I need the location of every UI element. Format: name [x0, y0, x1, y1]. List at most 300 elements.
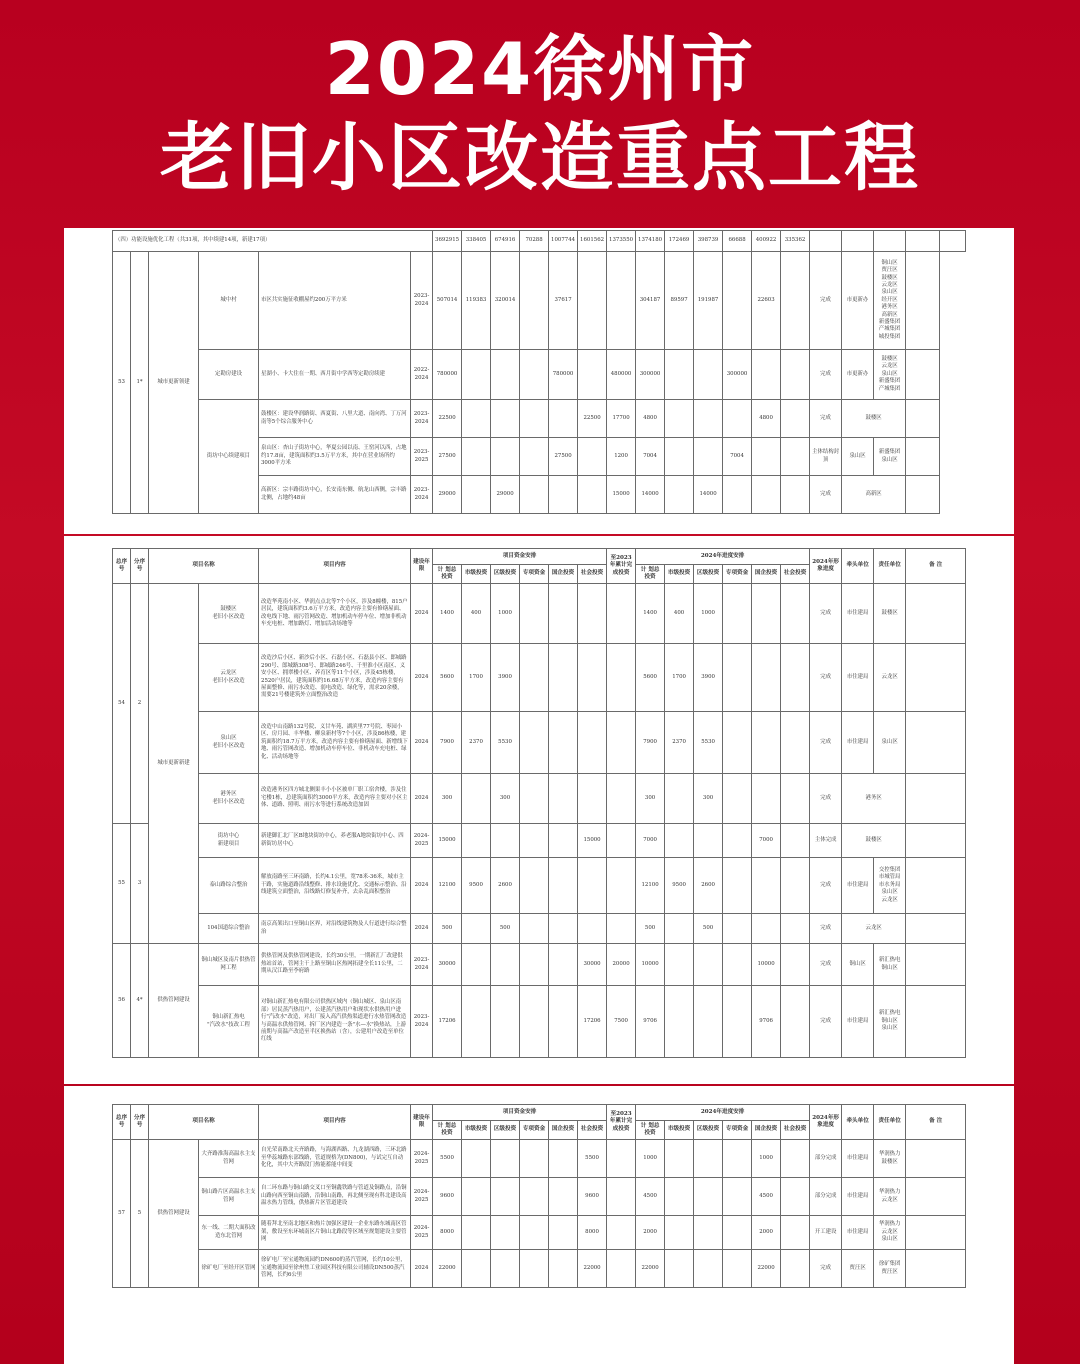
table-row [113, 1250, 966, 1288]
summary-row [113, 231, 966, 252]
project-content: 改造港务区四方城北侧果丰小小区被单厂职工宿舍楼，涉及住宅楼1栋，总建筑面积约3000平方米，改造内容主要对小区主体、道路、照明、雨污水等进行系统改造加固 [259, 774, 411, 824]
value-cell [723, 824, 752, 858]
value-cell: 2000 [752, 1216, 781, 1250]
lead-unit: 市住建局 [842, 644, 874, 712]
value-cell: 2000 [636, 1216, 665, 1250]
header-seq-total: 总序号 [113, 549, 131, 584]
header-state: 国企投资 [752, 1121, 781, 1140]
resp-unit: 华润热力 鼓楼区 [874, 1140, 906, 1178]
header-cumulative: 至2023年累计完成投资 [607, 549, 636, 584]
resp-unit: 铜山区 贾汪区 鼓楼区 云龙区 泉山区 经开区 港务区 高新区 新盛集团 产城集团 城投集团 [874, 252, 906, 350]
value-cell: 30000 [578, 944, 607, 986]
project-name: 104国道综合整治 [199, 914, 259, 944]
value-cell [781, 644, 810, 712]
value-cell [723, 644, 752, 712]
header-seq-sub: 分序号 [131, 549, 149, 584]
value-cell: 119383 [462, 252, 491, 350]
value-cell: 10000 [636, 944, 665, 986]
project-content: 改造中山南路132号院、义甘车苑、湖滨里77号院、枣园小区、房月园、丰华楼、柳泉新村等7个小区，涉及86栋楼，建筑面积约18.7万平方米，改造内容主要有修缮屋面、新增线下地、雨污管网改造、增加机动车停车位、非机动车充电桩、绿化、活动场地等 [259, 712, 411, 774]
value-cell [491, 944, 520, 986]
header-progress-goal: 2024年形象进度 [810, 1105, 842, 1140]
project-content: 市区共实施征收棚屋约200万平方米 [259, 252, 411, 350]
header-progress-goal: 2024年形象进度 [810, 549, 842, 584]
value-cell [462, 824, 491, 858]
value-cell [781, 914, 810, 944]
value-cell [491, 1178, 520, 1216]
project-group: 供热管网建设 [149, 944, 199, 1058]
value-cell [752, 712, 781, 774]
header-district: 区级投资 [694, 1121, 723, 1140]
value-cell: 5600 [433, 644, 462, 712]
project-table-2 [112, 548, 966, 1058]
value-cell [665, 400, 694, 438]
value-cell: 400 [462, 584, 491, 644]
build-year: 2023-2025 [411, 438, 433, 476]
summary-value: 1601562 [578, 231, 607, 252]
header-state: 国企投资 [549, 1121, 578, 1140]
value-cell [665, 1178, 694, 1216]
header-resp: 责任单位 [874, 549, 906, 584]
value-cell: 17700 [607, 400, 636, 438]
project-table-1 [112, 230, 966, 514]
project-name: 定勘房建设 [199, 350, 259, 400]
value-cell [520, 476, 549, 514]
value-cell [607, 252, 636, 350]
value-cell [520, 858, 549, 914]
table-row [113, 350, 966, 400]
value-cell [491, 824, 520, 858]
lead-unit: 市更新办 [842, 252, 874, 350]
value-cell [520, 774, 549, 824]
build-year: 2024 [411, 858, 433, 914]
header-content: 项目内容 [259, 1105, 411, 1140]
value-cell [723, 1250, 752, 1288]
value-cell: 29000 [491, 476, 520, 514]
value-cell: 9500 [462, 858, 491, 914]
value-cell [723, 774, 752, 824]
resp-unit: 港务区 [842, 774, 906, 824]
value-cell [578, 584, 607, 644]
value-cell [694, 824, 723, 858]
value-cell [578, 712, 607, 774]
header-social: 社会投资 [578, 1121, 607, 1140]
project-name: 鼓楼区 老旧小区改造 [199, 584, 259, 644]
table-row [113, 584, 966, 644]
value-cell [694, 1178, 723, 1216]
value-cell [781, 438, 810, 476]
progress-goal: 完成 [810, 400, 842, 438]
value-cell [607, 1216, 636, 1250]
table-row [113, 944, 966, 986]
table-row [113, 1178, 966, 1216]
summary-value: 1007744 [549, 231, 578, 252]
value-cell [781, 252, 810, 350]
project-group: 城市更新新建 [149, 584, 199, 944]
value-cell: 480000 [607, 350, 636, 400]
header-city: 市级投资 [462, 1121, 491, 1140]
table-row [113, 824, 966, 858]
value-cell [462, 400, 491, 438]
value-cell [665, 350, 694, 400]
value-cell [578, 476, 607, 514]
value-cell: 1200 [607, 438, 636, 476]
value-cell [549, 986, 578, 1058]
header-city: 市级投资 [462, 565, 491, 584]
value-cell [462, 1250, 491, 1288]
value-cell [723, 944, 752, 986]
value-cell [723, 986, 752, 1058]
build-year: 2024 [411, 1250, 433, 1288]
value-cell [578, 644, 607, 712]
progress-goal: 完成 [810, 476, 842, 514]
seq-total: 53 [113, 252, 131, 514]
value-cell [723, 476, 752, 514]
value-cell [781, 1178, 810, 1216]
value-cell: 500 [694, 914, 723, 944]
value-cell [607, 858, 636, 914]
header-district: 区级投资 [694, 565, 723, 584]
lead-unit: 贾汪区 [842, 1250, 874, 1288]
resp-unit: 新汇热电 铜山区 [874, 944, 906, 986]
value-cell [607, 1140, 636, 1178]
value-cell [665, 1140, 694, 1178]
header-social: 社会投资 [781, 1121, 810, 1140]
page-title-line1: 2024徐州市 [324, 27, 756, 111]
build-year: 2023-2024 [411, 986, 433, 1058]
table-row [113, 252, 966, 350]
value-cell [665, 914, 694, 944]
build-year: 2023-2024 [411, 944, 433, 986]
project-content: 徐矿电厂至宝通物流园约DN600的蒸汽管网，长约10公里，宝通物流园至徐州焦工业园区科技有限公司辅设DN500蒸汽管网，长约6公里 [259, 1250, 411, 1288]
resp-unit: 交控集团 市城管局 市水务局 泉山区 云龙区 [874, 858, 906, 914]
value-cell [520, 1140, 549, 1178]
header-funding: 项目资金安排 [433, 1105, 607, 1121]
value-cell [462, 986, 491, 1058]
value-cell: 500 [433, 914, 462, 944]
project-name: 街坊中心 新建项目 [199, 824, 259, 858]
value-cell [607, 824, 636, 858]
value-cell [694, 438, 723, 476]
value-cell: 22000 [578, 1250, 607, 1288]
resp-unit: 华润热力 云龙区 [874, 1178, 906, 1216]
project-name: 港务区 老旧小区改造 [199, 774, 259, 824]
value-cell [549, 712, 578, 774]
build-year: 2024 [411, 584, 433, 644]
progress-goal: 主体结构封顶 [810, 438, 842, 476]
value-cell: 22500 [433, 400, 462, 438]
value-cell [549, 1250, 578, 1288]
header-seq-sub: 分序号 [131, 1105, 149, 1140]
value-cell [781, 1140, 810, 1178]
build-year: 2023-2024 [411, 400, 433, 438]
header-special: 专项资金 [520, 1121, 549, 1140]
value-cell: 5530 [491, 712, 520, 774]
value-cell [462, 914, 491, 944]
project-content: 解放南路至三环南路，长约4.1公里，宽78米-36米，城市主干路，实施道路沿线整修、排水设施优化、交通标示整治、沿线建筑立面整治，沿线路灯修复补齐，去杂乱面积整治 [259, 858, 411, 914]
header-plan-total: 计 划总投资 [433, 565, 462, 584]
value-cell: 12100 [636, 858, 665, 914]
header-seq-total: 总序号 [113, 1105, 131, 1140]
table-panel-3 [64, 1086, 1014, 1364]
header-special: 专项资金 [520, 565, 549, 584]
build-year: 2024 [411, 774, 433, 824]
lead-unit: 市住建局 [842, 1140, 874, 1178]
value-cell: 22000 [752, 1250, 781, 1288]
value-cell: 780000 [549, 350, 578, 400]
resp-unit: 鼓楼区 云龙区 泉山区 新盛集团 产城集团 [874, 350, 906, 400]
value-cell [491, 1140, 520, 1178]
value-cell [491, 350, 520, 400]
value-cell: 17206 [578, 986, 607, 1058]
table-panel-2 [64, 536, 1014, 1084]
project-content: 自二环东路与铜山路交叉口至铜鑫铁路与管道及铜路点，沿铜山路向西至铜山南路，沿铜山南路，再北侧至现有科北建设高温水热力管线，供热新片区管道建设 [259, 1178, 411, 1216]
value-cell: 400 [665, 584, 694, 644]
header-content: 项目内容 [259, 549, 411, 584]
value-cell: 1400 [433, 584, 462, 644]
lead-unit: 市住建局 [842, 1178, 874, 1216]
header-progress: 2024年进度安排 [636, 1105, 810, 1121]
project-name: 徐矿电厂至经开区管网 [199, 1250, 259, 1288]
value-cell [491, 986, 520, 1058]
progress-goal: 完成 [810, 1250, 842, 1288]
build-year: 2023-2024 [411, 252, 433, 350]
value-cell: 5530 [694, 712, 723, 774]
value-cell [578, 774, 607, 824]
value-cell [520, 1216, 549, 1250]
value-cell: 7000 [752, 824, 781, 858]
value-cell [781, 712, 810, 774]
project-name: 东一线、二期大面积改造东北管网 [199, 1216, 259, 1250]
value-cell [665, 1250, 694, 1288]
header-plan-total: 计 划总投资 [636, 1121, 665, 1140]
header-district: 区级投资 [491, 565, 520, 584]
summary-value: 400922 [752, 231, 781, 252]
value-cell [781, 824, 810, 858]
seq-sub: 4* [131, 944, 149, 1058]
value-cell [578, 914, 607, 944]
lead-unit: 泉山区 [842, 438, 874, 476]
header-plan-total: 计 划总投资 [433, 1121, 462, 1140]
table-row [113, 712, 966, 774]
value-cell [781, 1216, 810, 1250]
value-cell [520, 712, 549, 774]
value-cell [520, 350, 549, 400]
value-cell [607, 584, 636, 644]
project-name: 大齐路淮海高温水主支管网 [199, 1140, 259, 1178]
value-cell [665, 476, 694, 514]
resp-unit: 徐矿集团 贾汪区 [874, 1250, 906, 1288]
value-cell: 3900 [694, 644, 723, 712]
progress-goal: 完成 [810, 986, 842, 1058]
summary-value: 674916 [491, 231, 520, 252]
value-cell [520, 400, 549, 438]
project-name: 城中村 [199, 252, 259, 350]
resp-unit: 华润热力 云龙区 泉山区 [874, 1216, 906, 1250]
project-content: 供热管网及供热管网建设，长约30公里，一期新汇厂改建供热站首站，管网主干上路至铜山区热网拓建全长11公里，二期从汉江路至李府路 [259, 944, 411, 986]
value-cell [549, 944, 578, 986]
header-city: 市级投资 [665, 565, 694, 584]
value-cell [723, 914, 752, 944]
table-row [113, 914, 966, 944]
value-cell [520, 944, 549, 986]
table-row [113, 986, 966, 1058]
project-name: 云龙区 老旧小区改造 [199, 644, 259, 712]
header-special: 专项资金 [723, 1121, 752, 1140]
value-cell: 5500 [433, 1140, 462, 1178]
value-cell [665, 944, 694, 986]
value-cell [462, 1216, 491, 1250]
resp-unit: 新汇热电 铜山区 泉山区 [874, 986, 906, 1058]
project-content: 改造华苑南小区、华润点点北等7个小区，涉及8幢楼，815户居民，建筑面积约3.6万平方米，改造内容主要有修缮屋面、改电线下地、雨污管网改造、增加机动车停车位、增加非机动车充电桩、增加路灯、增加活动场地等 [259, 584, 411, 644]
header-resp: 责任单位 [874, 1105, 906, 1140]
table-row [113, 1216, 966, 1250]
value-cell: 30000 [433, 944, 462, 986]
value-cell: 5600 [636, 644, 665, 712]
value-cell [694, 400, 723, 438]
value-cell: 9600 [578, 1178, 607, 1216]
value-cell [549, 644, 578, 712]
value-cell [578, 438, 607, 476]
progress-goal: 完成 [810, 774, 842, 824]
build-year: 2023-2024 [411, 476, 433, 514]
value-cell: 300 [694, 774, 723, 824]
lead-unit: 市住建局 [842, 1216, 874, 1250]
value-cell [520, 252, 549, 350]
value-cell [462, 476, 491, 514]
seq-sub: 3 [131, 824, 149, 944]
value-cell [694, 1216, 723, 1250]
build-year: 2024 [411, 712, 433, 774]
value-cell [665, 774, 694, 824]
value-cell [781, 944, 810, 986]
value-cell [549, 914, 578, 944]
value-cell: 8000 [578, 1216, 607, 1250]
value-cell [752, 914, 781, 944]
value-cell: 300 [433, 774, 462, 824]
value-cell [694, 1140, 723, 1178]
project-name: 铜山路片区高温水主支管网 [199, 1178, 259, 1216]
header-district: 区级投资 [491, 1121, 520, 1140]
project-content: 对铜山新汇热电有限公司供热区域内（铜山城区、泉山区南部）居民蒸汽热用户，公建蒸汽热用户和现状水供热用户进行"汽改水"改造，对出厂接入高汽供热渠道进行水热管网改造与高温水供热管网、拆厂区内建造一条"水—水"换热站，上游前期与高温产改造至半区换热站（含），公建用户改造至单位红线 [259, 986, 411, 1058]
value-cell: 27500 [433, 438, 462, 476]
table-row [113, 1140, 966, 1178]
value-cell [665, 824, 694, 858]
table-panel-1 [64, 228, 1014, 534]
value-cell: 9706 [752, 986, 781, 1058]
table-row [113, 644, 966, 712]
project-content: 鼓楼区：建设华润路街、西夏街、八里大道、南向湾、丁万河南等5个综合服务中心 [259, 400, 411, 438]
value-cell: 1000 [752, 1140, 781, 1178]
value-cell [723, 400, 752, 438]
value-cell [723, 1140, 752, 1178]
header-year: 建设年限 [411, 1105, 433, 1140]
value-cell: 300000 [636, 350, 665, 400]
progress-goal: 完成 [810, 712, 842, 774]
seq-sub: 5 [131, 1140, 149, 1288]
lead-unit: 市更新办 [842, 350, 874, 400]
value-cell: 300000 [723, 350, 752, 400]
summary-value: 70288 [520, 231, 549, 252]
value-cell: 2370 [665, 712, 694, 774]
value-cell [694, 350, 723, 400]
project-content: 泉山区：杏山子街坊中心，华夏公园以南、王窑河以西，占地约17.8亩，建筑面积约3.5万平方米，其中在营业场所约3000平方米 [259, 438, 411, 476]
value-cell: 9706 [636, 986, 665, 1058]
value-cell [607, 1178, 636, 1216]
value-cell [549, 584, 578, 644]
header-social: 社会投资 [781, 565, 810, 584]
value-cell [520, 1250, 549, 1288]
value-cell [752, 644, 781, 712]
summary-value: 398739 [694, 231, 723, 252]
header-city: 市级投资 [665, 1121, 694, 1140]
value-cell: 14000 [694, 476, 723, 514]
project-name: 铜山城区及南片供热管网工程 [199, 944, 259, 986]
project-name: 泉山区 老旧小区改造 [199, 712, 259, 774]
page-title-line2: 老旧小区改造重点工程 [160, 115, 920, 201]
header-name: 项目名称 [149, 1105, 259, 1140]
value-cell: 15000 [433, 824, 462, 858]
value-cell: 7000 [636, 824, 665, 858]
value-cell: 500 [491, 914, 520, 944]
value-cell: 4500 [752, 1178, 781, 1216]
value-cell [578, 252, 607, 350]
value-cell: 1000 [491, 584, 520, 644]
header-row [113, 549, 966, 565]
value-cell [462, 350, 491, 400]
resp-unit: 云龙区 [874, 644, 906, 712]
value-cell [462, 944, 491, 986]
value-cell [607, 914, 636, 944]
project-group: 供热管网建设 [149, 1140, 199, 1288]
value-cell: 10000 [752, 944, 781, 986]
header-year: 建设年限 [411, 549, 433, 584]
lead-unit: 市住建局 [842, 584, 874, 644]
value-cell [607, 644, 636, 712]
value-cell [781, 584, 810, 644]
value-cell: 4800 [752, 400, 781, 438]
value-cell: 304187 [636, 252, 665, 350]
header-remark: 备 注 [906, 549, 966, 584]
resp-unit: 鼓楼区 [874, 584, 906, 644]
value-cell [607, 712, 636, 774]
header-remark: 备 注 [906, 1105, 966, 1140]
value-cell [520, 438, 549, 476]
value-cell: 1400 [636, 584, 665, 644]
summary-value: 1374180 [636, 231, 665, 252]
value-cell [462, 774, 491, 824]
project-content: 星湖小、卡大住在一期、西月街中学西等定勘房续建 [259, 350, 411, 400]
project-name: 街坊中心续建项目 [199, 400, 259, 514]
value-cell [520, 584, 549, 644]
value-cell: 12100 [433, 858, 462, 914]
value-cell [752, 438, 781, 476]
value-cell [520, 914, 549, 944]
value-cell [462, 438, 491, 476]
lead-unit: 市住建局 [842, 858, 874, 914]
summary-value: 338405 [462, 231, 491, 252]
summary-value: 172469 [665, 231, 694, 252]
value-cell: 320014 [491, 252, 520, 350]
summary-value: 66688 [723, 231, 752, 252]
progress-goal: 完成 [810, 350, 842, 400]
value-cell [665, 438, 694, 476]
progress-goal: 部分完成 [810, 1140, 842, 1178]
header-lead: 牵头单位 [842, 1105, 874, 1140]
header-state: 国企投资 [752, 565, 781, 584]
value-cell: 191987 [694, 252, 723, 350]
project-content: 新建御汇北厂区B地块街坊中心，养老服A地块街坊中心、四新街坊居中心 [259, 824, 411, 858]
value-cell [723, 858, 752, 914]
